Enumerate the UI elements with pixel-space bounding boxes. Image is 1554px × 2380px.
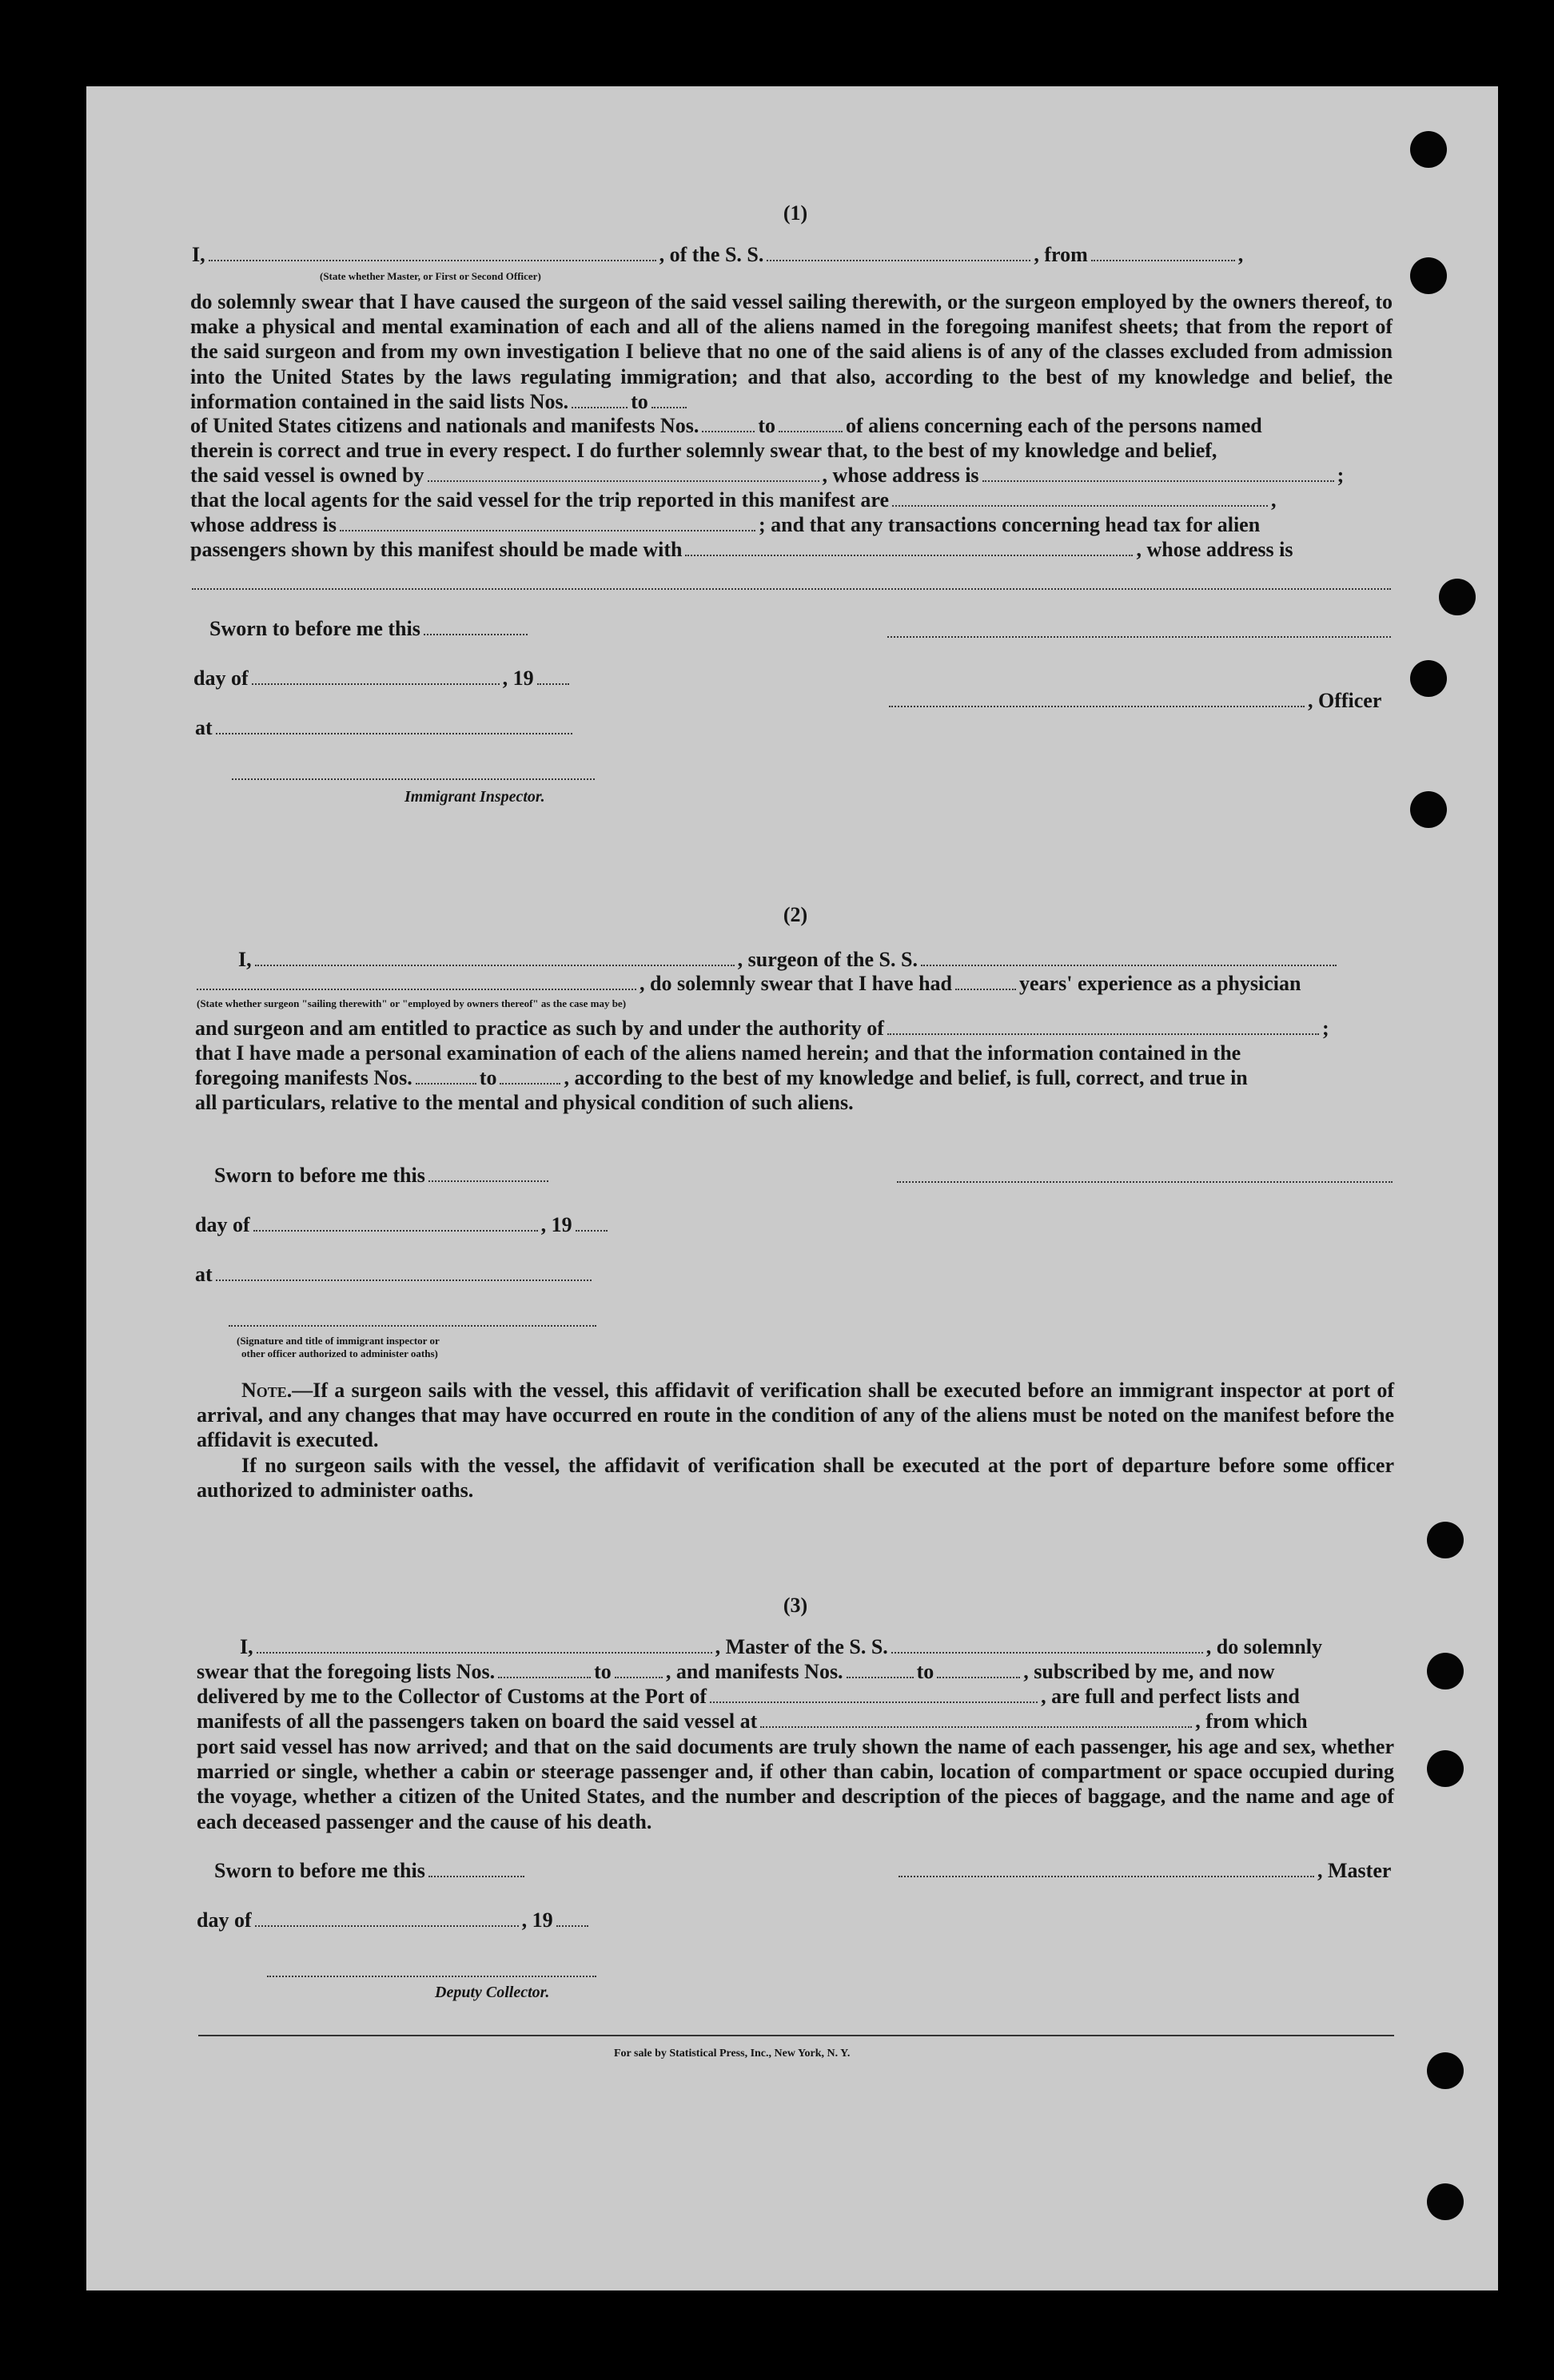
oath-text: , subscribed by me, and now [1023,1660,1275,1683]
note-paragraph [197,1453,1394,1502]
sworn-line [214,1164,552,1188]
oath-text: , surgeon of the S. S. [737,948,918,971]
oath-text: manifests of all the passengers taken on board the said vessel at [197,1709,758,1733]
signature-field[interactable] [267,1976,596,1977]
oath-text: , [1237,243,1244,266]
oath-text: , 19 [521,1908,553,1932]
section-number: (2) [783,903,808,926]
oath-line [190,513,1260,537]
oath-paragraph [190,289,1393,414]
blank-field[interactable] [192,588,1391,590]
oath-paragraph: port said vessel has now arrived; and that on the said documents are truly shown the name of each passenger, his age and sex, whether married or single, whether a cabin or steerage passenger and, if other than cabin, location of compartment or space occupied during the voyage, whether a citizen of the United States, and the number and description of the pieces of baggage, and the name and age of each deceased passenger and the cause of his death. [197,1735,1394,1833]
blank-field[interactable] [556,1924,588,1927]
place-line [195,716,576,740]
sworn-line [209,617,531,641]
blank-field[interactable] [982,480,1334,482]
oath-text: , of the S. S. [659,243,764,266]
oath-text: at [195,716,213,739]
date-line [193,667,572,691]
signature-field[interactable] [232,778,595,780]
punch-hole [1410,791,1447,828]
oath-text: day of [197,1908,252,1932]
oath-text: day of [195,1213,250,1236]
blank-field[interactable] [428,480,819,482]
oath-text: foregoing manifests Nos. [195,1066,412,1089]
oath-text: , and manifests Nos. [665,1660,843,1683]
oath-line [190,488,1277,512]
blank-field[interactable] [428,1875,524,1877]
blank-field[interactable] [424,633,528,635]
oath-text: I, [240,1635,253,1658]
note-text: —If a surgeon sails with the vessel, this affidavit of verification shall be executed before an immigrant inspector at port of arrival, and any changes that may have occurred en route in the condition of any of the aliens must be noted on the manifest before the affidavit is executed. [197,1379,1394,1452]
blank-field[interactable] [955,988,1016,990]
section-number: (1) [783,201,808,225]
oath-line: all particulars, relative to the mental and physical condition of such aliens. [195,1091,854,1114]
oath-text: , 19 [502,667,534,690]
oath-text: to [758,414,775,437]
blank-field[interactable] [937,1676,1020,1678]
oath-text: ; and that any transactions concerning head tax for alien [759,513,1261,536]
oath-line [190,414,1262,438]
blank-field[interactable] [767,259,1030,261]
oath-text: to [916,1660,934,1683]
blank-field[interactable] [255,1924,519,1927]
oath-line [192,243,1243,267]
oath-text: of United States citizens and nationals and manifests Nos. [190,414,699,437]
blank-field[interactable] [252,683,500,685]
oath-text: I, [238,948,252,971]
blank-field[interactable] [257,1651,712,1654]
punch-hole [1439,579,1476,615]
oath-text: to [594,1660,612,1683]
signature-field[interactable] [889,705,1305,707]
blank-field[interactable] [685,554,1133,556]
blank-field[interactable] [651,406,687,408]
oath-text: , Master [1317,1859,1392,1882]
blank-field[interactable] [921,964,1337,966]
blank-field[interactable] [253,1229,538,1232]
oath-text: , from which [1195,1709,1308,1733]
oath-line [238,948,1340,972]
note-text: If no surgeon sails with the vessel, the affidavit of verification shall be executed at the port of departure before some officer authorized to administer oaths. [197,1454,1394,1502]
punch-hole [1410,131,1447,168]
date-line [195,1213,611,1237]
blank-field[interactable] [572,406,628,408]
punch-hole [1427,1750,1464,1787]
oath-line [190,464,1344,488]
oath-text: Sworn to before me this [209,617,420,640]
blank-field[interactable] [779,430,843,432]
blank-field[interactable] [892,504,1268,507]
sworn-line [214,1859,528,1883]
signature-field[interactable] [899,1875,1314,1877]
oath-text: , from [1034,243,1088,266]
oath-text: do solemnly swear that I have caused the surgeon of the said vessel sailing therewith, or the surgeon employed by the owners thereof, to make a physical and mental examination of each and all of the aliens named in the foregoing manifest sheets; that from the report of the said surgeon and from my own investigation I believe that no one of the said aliens is of any of the classes excluded from admission into the United States by the laws regulating immigration; and that also, according to the best of my knowledge and belief, the information contained in the said lists Nos. [190,290,1393,413]
blank-field[interactable] [209,259,656,261]
oath-text: passengers shown by this manifest should be made with [190,538,683,561]
oath-line [197,1660,1274,1684]
oath-text: the said vessel is owned by [190,464,424,487]
note-label: Note. [241,1379,293,1402]
inspector-label: Immigrant Inspector. [404,788,545,806]
oath-text: Sworn to before me this [214,1164,425,1187]
oath-line: that I have made a personal examination of each of the aliens named herein; and that the information contained in the [195,1041,1241,1065]
punch-hole [1410,660,1447,697]
oath-text: , 19 [540,1213,572,1236]
oath-text: of aliens concerning each of the persons named [846,414,1262,437]
oath-line [190,538,1293,562]
blank-field[interactable] [500,1082,560,1085]
section-number: (3) [783,1594,808,1617]
field-note: (State whether Master, or First or Second Officer) [320,270,541,282]
oath-line [197,1709,1308,1733]
oath-text: , whose address is [1136,538,1293,561]
blank-field[interactable] [428,1180,548,1182]
oath-line [195,1066,1248,1090]
oath-text: Sworn to before me this [214,1859,425,1882]
field-note: (State whether surgeon "sailing therewith" or "employed by owners thereof" as the case may be) [197,997,627,1009]
blank-field[interactable] [891,1651,1203,1654]
blank-field[interactable] [576,1229,608,1232]
oath-text: delivered by me to the Collector of Customs at the Port of [197,1685,707,1708]
oath-text: day of [193,667,249,690]
punch-hole [1427,2183,1464,2220]
blank-field[interactable] [255,964,735,966]
oath-line [193,972,1301,996]
signature-note: (Signature and title of immigrant inspector or [237,1335,440,1347]
footer-divider [198,2035,1394,2036]
blank-field[interactable] [710,1701,1038,1703]
blank-field[interactable] [216,1279,592,1281]
blank-field[interactable] [615,1676,663,1678]
blank-field[interactable] [216,732,572,734]
oath-text: at [195,1263,213,1286]
place-line [195,1263,595,1287]
blank-field[interactable] [537,683,569,685]
oath-text: ; [1321,1017,1329,1040]
blank-field[interactable] [340,529,755,531]
oath-text: , according to the best of my knowledge and belief, is full, correct, and true in [564,1066,1248,1089]
signature-field[interactable] [887,636,1391,638]
oath-line: therein is correct and true in every respect. I do further solemnly swear that, to the best of my knowledge and belief, [190,439,1217,462]
oath-text: , do solemnly [1205,1635,1322,1658]
master-line [895,1859,1391,1883]
oath-text: I, [192,243,205,266]
oath-line [240,1635,1322,1659]
note-paragraph [197,1378,1394,1453]
punch-hole [1427,1653,1464,1689]
punch-hole [1427,2052,1464,2089]
oath-text: ; [1337,464,1345,487]
oath-text: , whose address is [822,464,979,487]
blank-field[interactable] [197,988,636,990]
blank-field[interactable] [887,1033,1319,1035]
oath-text: that the local agents for the said vessel for the trip reported in this manifest are [190,488,890,511]
oath-text: whose address is [190,513,337,536]
oath-text: , are full and perfect lists and [1041,1685,1300,1708]
signature-field[interactable] [229,1325,596,1327]
punch-hole [1410,257,1447,294]
printer-credit: For sale by Statistical Press, Inc., New York, N. Y. [614,2048,851,2060]
blank-field[interactable] [760,1725,1192,1728]
signature-note: other officer authorized to administer oaths) [241,1347,438,1359]
blank-field[interactable] [1091,259,1235,261]
oath-line [195,1017,1329,1041]
punch-hole [1427,1522,1464,1558]
oath-text: swear that the foregoing lists Nos. [197,1660,496,1683]
oath-text: , Master of the S. S. [715,1635,888,1658]
oath-text: to [631,389,648,413]
oath-text: , do solemnly swear that I have had [640,972,953,995]
blank-field[interactable] [847,1676,914,1678]
blank-field[interactable] [416,1082,476,1085]
officer-line [886,689,1381,713]
oath-text: to [479,1066,497,1089]
collector-label: Deputy Collector. [435,1984,550,2001]
blank-field[interactable] [702,430,755,432]
date-line [197,1908,592,1932]
oath-text: years' experience as a physician [1019,972,1301,995]
signature-field[interactable] [897,1181,1393,1183]
oath-text: , [1271,488,1277,511]
oath-text: and surgeon and am entitled to practice as such by and under the authority of [195,1017,884,1040]
oath-line [197,1685,1300,1709]
blank-field[interactable] [498,1676,591,1678]
oath-text: , Officer [1308,689,1382,712]
